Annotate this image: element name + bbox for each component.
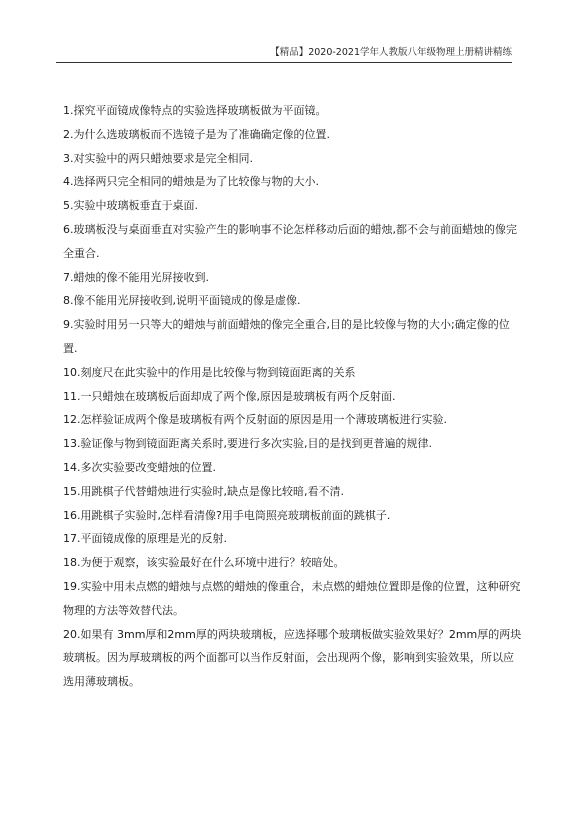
list-item: 8.像不能用光屏接收到,说明平面镜成的像是虚像. [63, 294, 301, 308]
list-item: 1.探究平面镜成像特点的实验选择玻璃板做为平面镜。 [63, 104, 327, 117]
page-header [56, 44, 512, 63]
list-item: 9.实验时用另一只等大的蜡烛与前面蜡烛的像完全重合,目的是比较像与物的大小;确定像的位置. [63, 318, 510, 355]
question-list [63, 99, 523, 694]
list-item: 4.选择两只完全相同的蜡烛是为了比较像与物的大小. [63, 175, 319, 189]
list-item: 10.刻度尺在此实验中的作用是比较像与物到镜面距离的关系 [63, 365, 356, 379]
list-item: 13.验证像与物到镜面距离关系时,要进行多次实验,目的是找到更普遍的规律. [63, 437, 432, 451]
list-item: 5.实验中玻璃板垂直于桌面. [63, 199, 198, 213]
list-item: 20.如果有 3mm厚和2mm厚的两块玻璃板，应选择哪个玻璃板做实验效果好？2mm厚的两块玻璃板。因为厚玻璃板的两个面都可以当作反射面，会出现两个像，影响到实验效果，所以应选用薄玻璃板。 [63, 627, 522, 689]
list-item: 19.实验中用未点燃的蜡烛与点燃的蜡烛的像重合，未点燃的蜡烛位置即是像的位置，这种研究物理的方法等效替代法。 [63, 579, 521, 617]
list-item: 11.一只蜡烛在玻璃板后面却成了两个像,原因是玻璃板有两个反射面. [63, 389, 396, 403]
list-item: 14.多次实验要改变蜡烛的位置. [63, 460, 216, 474]
list-item: 17.平面镜成像的原理是光的反射. [63, 532, 227, 546]
list-item: 7.蜡烛的像不能用光屏接收到. [63, 270, 209, 284]
list-item: 6.玻璃板没与桌面垂直对实验产生的影响事不论怎样移动后面的蜡烛,都不会与前面蜡烛的像完全重合. [63, 222, 517, 260]
list-item: 18.为便于观察，该实验最好在什么环境中进行？较暗处。 [63, 556, 345, 570]
list-item: 15.用跳棋子代替蜡烛进行实验时,缺点是像比较暗,看不清. [63, 484, 344, 498]
list-item: 2.为什么选玻璃板而不选镜子是为了准确确定像的位置. [63, 127, 330, 141]
list-item: 12.怎样验证成两个像是玻璃板有两个反射面的原因是用一个薄玻璃板进行实验. [63, 413, 447, 427]
header-title: 【精品】2020-2021学年人教版八年级物理上册精讲精练 [270, 47, 512, 58]
list-item: 3.对实验中的两只蜡烛要求是完全相同. [63, 151, 253, 165]
list-item: 16.用跳棋子实验时,怎样看清像?用手电筒照亮玻璃板前面的跳棋子. [63, 508, 391, 522]
